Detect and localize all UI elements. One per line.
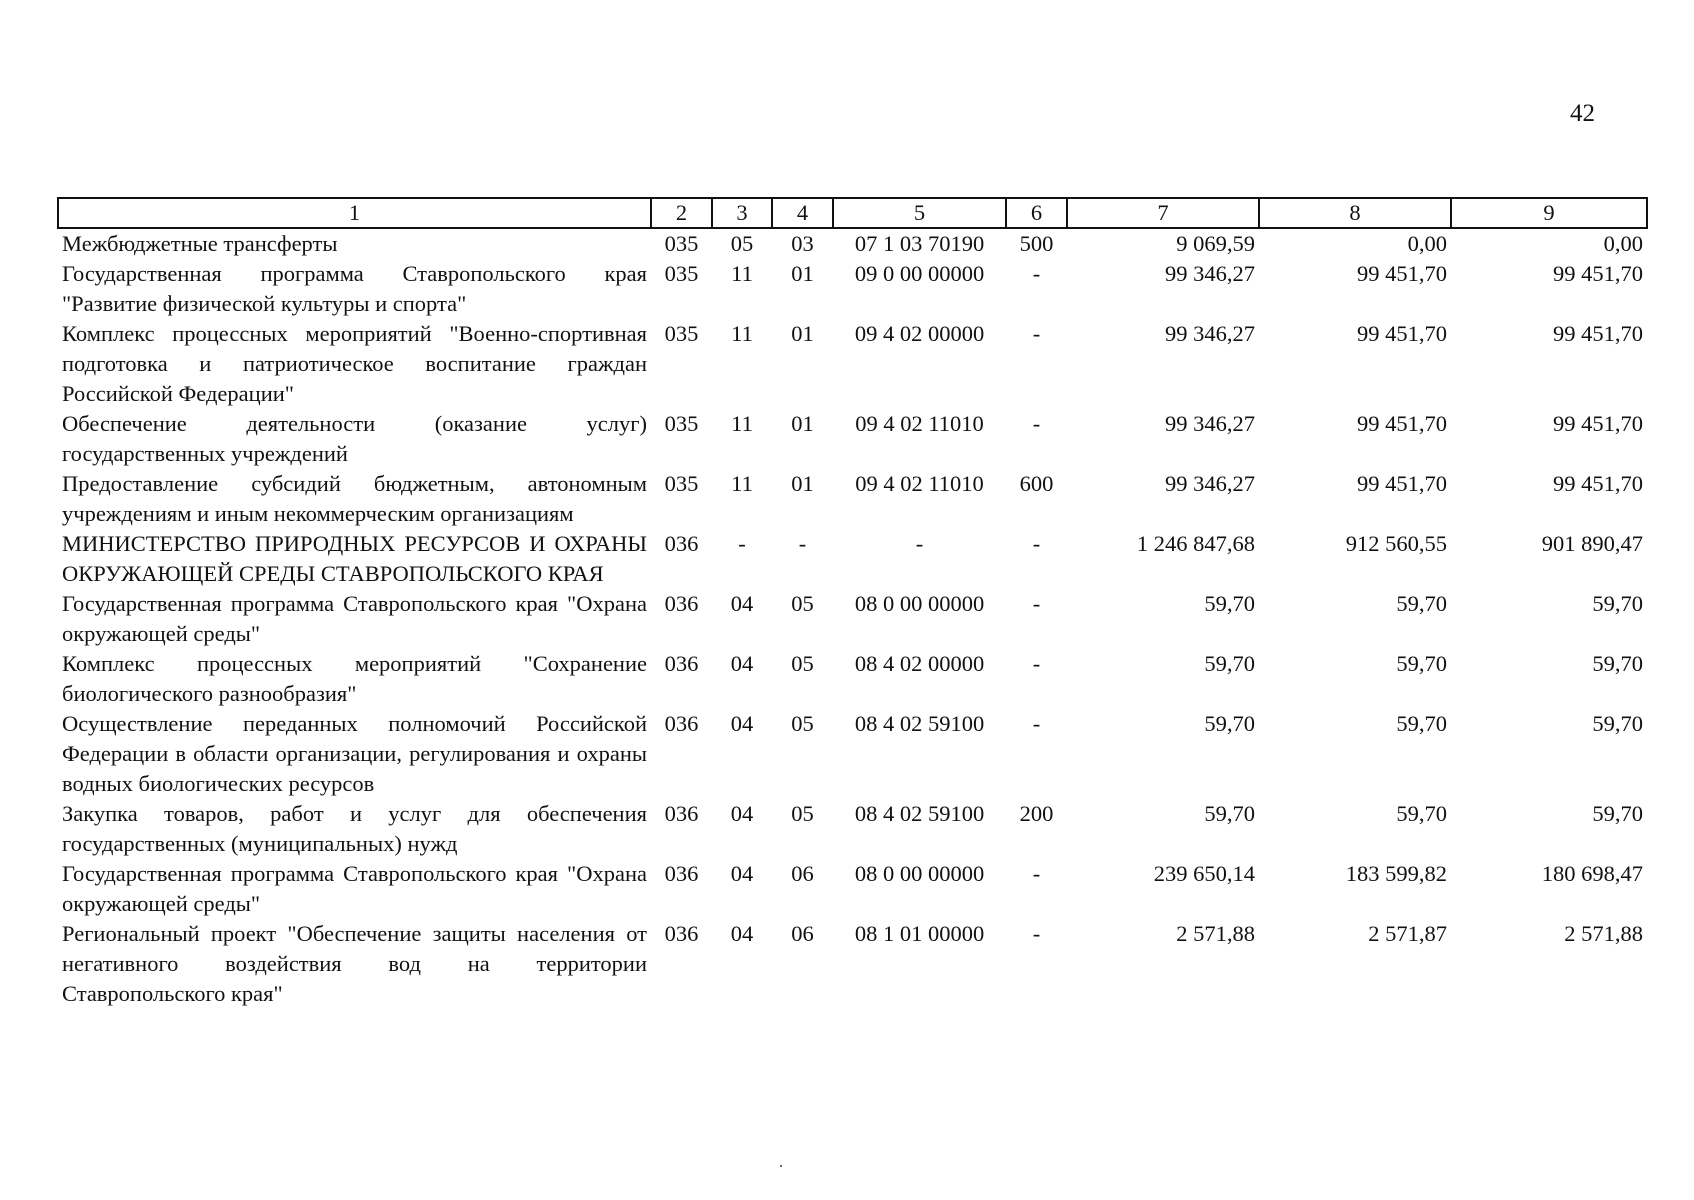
cell-col-5: 09 4 02 11010 (855, 411, 984, 436)
cell-col-3: - (738, 531, 746, 556)
cell-col-9: 59,70 (1592, 591, 1643, 616)
cell-col-9: 99 451,70 (1553, 321, 1643, 346)
cell-col-8: 183 599,82 (1345, 861, 1447, 886)
cell-col-6: - (1032, 531, 1041, 556)
row-name: Государственная программа Ставропольского края "Охрана окружающей среды" (62, 861, 647, 916)
scan-dot (780, 1165, 782, 1167)
cell-col-8: 59,70 (1396, 801, 1447, 826)
cell-col-6: 500 (1019, 231, 1054, 256)
column-header-9: 9 (1451, 198, 1647, 228)
cell-col-5: 08 4 02 00000 (854, 651, 985, 676)
cell-col-4: 06 (791, 861, 814, 886)
cell-col-8: 59,70 (1396, 591, 1447, 616)
column-header-3: 3 (712, 198, 772, 228)
cell-col-4: 05 (791, 711, 814, 736)
row-name: Комплекс процессных мероприятий "Сохранение биологического разнообразия" (62, 651, 647, 706)
cell-col-9: 99 451,70 (1553, 261, 1643, 286)
cell-col-3: 04 (730, 921, 754, 946)
row-name: Межбюджетные трансферты (62, 231, 338, 256)
cell-col-9: 901 890,47 (1541, 531, 1643, 556)
column-header-1: 1 (58, 198, 651, 228)
cell-col-9: 59,70 (1592, 651, 1643, 676)
cell-col-2: 036 (664, 651, 699, 676)
cell-col-5: - (915, 531, 924, 556)
cell-col-3: 04 (730, 861, 754, 886)
cell-col-7: 59,70 (1204, 591, 1255, 616)
cell-col-4: - (798, 531, 807, 556)
cell-col-3: 11 (731, 471, 753, 496)
cell-col-6: 600 (1019, 471, 1054, 496)
cell-col-6: - (1032, 711, 1041, 736)
table-row (58, 529, 1647, 589)
cell-col-4: 01 (791, 411, 814, 436)
cell-col-2: 035 (664, 321, 699, 346)
cell-col-5: 08 1 01 00000 (854, 921, 985, 946)
cell-col-7: 99 346,27 (1165, 471, 1255, 496)
cell-col-5: 08 0 00 00000 (854, 861, 985, 886)
cell-col-2: 035 (664, 261, 699, 286)
cell-col-6: - (1032, 321, 1041, 346)
cell-col-7: 99 346,27 (1165, 411, 1255, 436)
row-name: Государственная программа Ставропольского края "Развитие физической культуры и спорта" (62, 261, 647, 316)
row-name: Закупка товаров, работ и услуг для обеспечения государственных (муниципальных) нужд (62, 801, 647, 856)
cell-col-5: 09 4 02 00000 (854, 321, 985, 346)
table-row (58, 589, 1647, 649)
cell-col-9: 59,70 (1592, 801, 1643, 826)
row-name: Региональный проект "Обеспечение защиты населения от негативного воздействия вод на территории Ставропольского края" (62, 921, 647, 1006)
column-header-4: 4 (772, 198, 833, 228)
cell-col-3: 04 (730, 711, 754, 736)
cell-col-6: 200 (1019, 801, 1054, 826)
cell-col-2: 035 (664, 231, 699, 256)
table-row (58, 228, 1647, 259)
row-name: Комплекс процессных мероприятий "Военно-спортивная подготовка и патриотическое воспитание граждан Российской Федерации" (62, 321, 647, 406)
row-name: Обеспечение деятельности (оказание услуг) государственных учреждений (62, 411, 647, 466)
cell-col-3: 11 (731, 261, 753, 286)
table-row (58, 649, 1647, 709)
cell-col-5: 08 0 00 00000 (854, 591, 985, 616)
row-name: Предоставление субсидий бюджетным, автономным учреждениям и иным некоммерческим организациям (62, 471, 647, 526)
row-name: Осуществление переданных полномочий Российской Федерации в области организации, регулирования и охраны водных биологических ресурсов (62, 711, 647, 796)
table-row (58, 469, 1647, 529)
cell-col-8: 99 451,70 (1357, 321, 1447, 346)
cell-col-6: - (1032, 861, 1041, 886)
cell-col-9: 2 571,88 (1564, 921, 1643, 946)
cell-col-2: 036 (664, 591, 699, 616)
cell-col-3: 05 (730, 231, 754, 256)
cell-col-7: 59,70 (1204, 711, 1255, 736)
column-header-5: 5 (833, 198, 1006, 228)
cell-col-9: 99 451,70 (1553, 411, 1643, 436)
cell-col-7: 9 069,59 (1176, 231, 1255, 256)
cell-col-4: 01 (791, 321, 814, 346)
cell-col-8: 2 571,87 (1368, 921, 1447, 946)
cell-col-7: 1 246 847,68 (1136, 531, 1255, 556)
column-header-6: 6 (1006, 198, 1067, 228)
cell-col-5: 09 4 02 11010 (855, 471, 984, 496)
cell-col-4: 05 (791, 801, 814, 826)
column-header-2: 2 (651, 198, 712, 228)
cell-col-7: 59,70 (1204, 801, 1255, 826)
cell-col-5: 07 1 03 70190 (854, 231, 985, 256)
cell-col-5: 08 4 02 59100 (854, 711, 985, 736)
table-row (58, 709, 1647, 799)
table-row (58, 919, 1647, 1009)
cell-col-9: 59,70 (1592, 711, 1643, 736)
cell-col-8: 59,70 (1396, 711, 1447, 736)
cell-col-2: 035 (664, 471, 699, 496)
cell-col-2: 035 (664, 411, 699, 436)
cell-col-2: 036 (664, 861, 699, 886)
cell-col-8: 0,00 (1407, 231, 1447, 256)
cell-col-3: 11 (731, 411, 753, 436)
cell-col-7: 59,70 (1204, 651, 1255, 676)
cell-col-9: 99 451,70 (1553, 471, 1643, 496)
cell-col-4: 05 (791, 651, 814, 676)
cell-col-2: 036 (664, 921, 699, 946)
cell-col-8: 99 451,70 (1357, 411, 1447, 436)
cell-col-3: 04 (730, 591, 754, 616)
cell-col-5: 08 4 02 59100 (854, 801, 985, 826)
column-header-8: 8 (1259, 198, 1451, 228)
cell-col-3: 04 (730, 651, 754, 676)
cell-col-8: 912 560,55 (1345, 531, 1447, 556)
cell-col-7: 239 650,14 (1153, 861, 1255, 886)
row-name: Государственная программа Ставропольского края "Охрана окружающей среды" (62, 591, 647, 646)
cell-col-6: - (1032, 411, 1041, 436)
cell-col-4: 01 (791, 471, 814, 496)
cell-col-6: - (1032, 921, 1041, 946)
cell-col-9: 0,00 (1603, 231, 1643, 256)
cell-col-3: 04 (730, 801, 754, 826)
table-row (58, 409, 1647, 469)
cell-col-7: 2 571,88 (1176, 921, 1255, 946)
cell-col-4: 03 (791, 231, 814, 256)
cell-col-8: 99 451,70 (1357, 261, 1447, 286)
cell-col-4: 05 (791, 591, 814, 616)
table-row (58, 319, 1647, 409)
page-number: 42 (1570, 100, 1595, 127)
cell-col-6: - (1032, 651, 1041, 676)
cell-col-3: 11 (731, 321, 753, 346)
cell-col-7: 99 346,27 (1165, 321, 1255, 346)
cell-col-2: 036 (664, 711, 699, 736)
table-row (58, 799, 1647, 859)
cell-col-9: 180 698,47 (1541, 861, 1643, 886)
cell-col-8: 99 451,70 (1357, 471, 1447, 496)
cell-col-6: - (1032, 261, 1041, 286)
table-row (58, 859, 1647, 919)
budget-table (57, 197, 1648, 1009)
cell-col-6: - (1032, 591, 1041, 616)
header-row (58, 198, 1647, 228)
cell-col-4: 06 (791, 921, 814, 946)
cell-col-5: 09 0 00 00000 (854, 261, 985, 286)
cell-col-2: 036 (664, 801, 699, 826)
table-row (58, 259, 1647, 319)
row-name: МИНИСТЕРСТВО ПРИРОДНЫХ РЕСУРСОВ И ОХРАНЫ ОКРУЖАЮЩЕЙ СРЕДЫ СТАВРОПОЛЬСКОГО КРАЯ (62, 531, 647, 586)
cell-col-7: 99 346,27 (1165, 261, 1255, 286)
cell-col-2: 036 (664, 531, 699, 556)
cell-col-4: 01 (791, 261, 814, 286)
column-header-7: 7 (1067, 198, 1259, 228)
cell-col-8: 59,70 (1396, 651, 1447, 676)
